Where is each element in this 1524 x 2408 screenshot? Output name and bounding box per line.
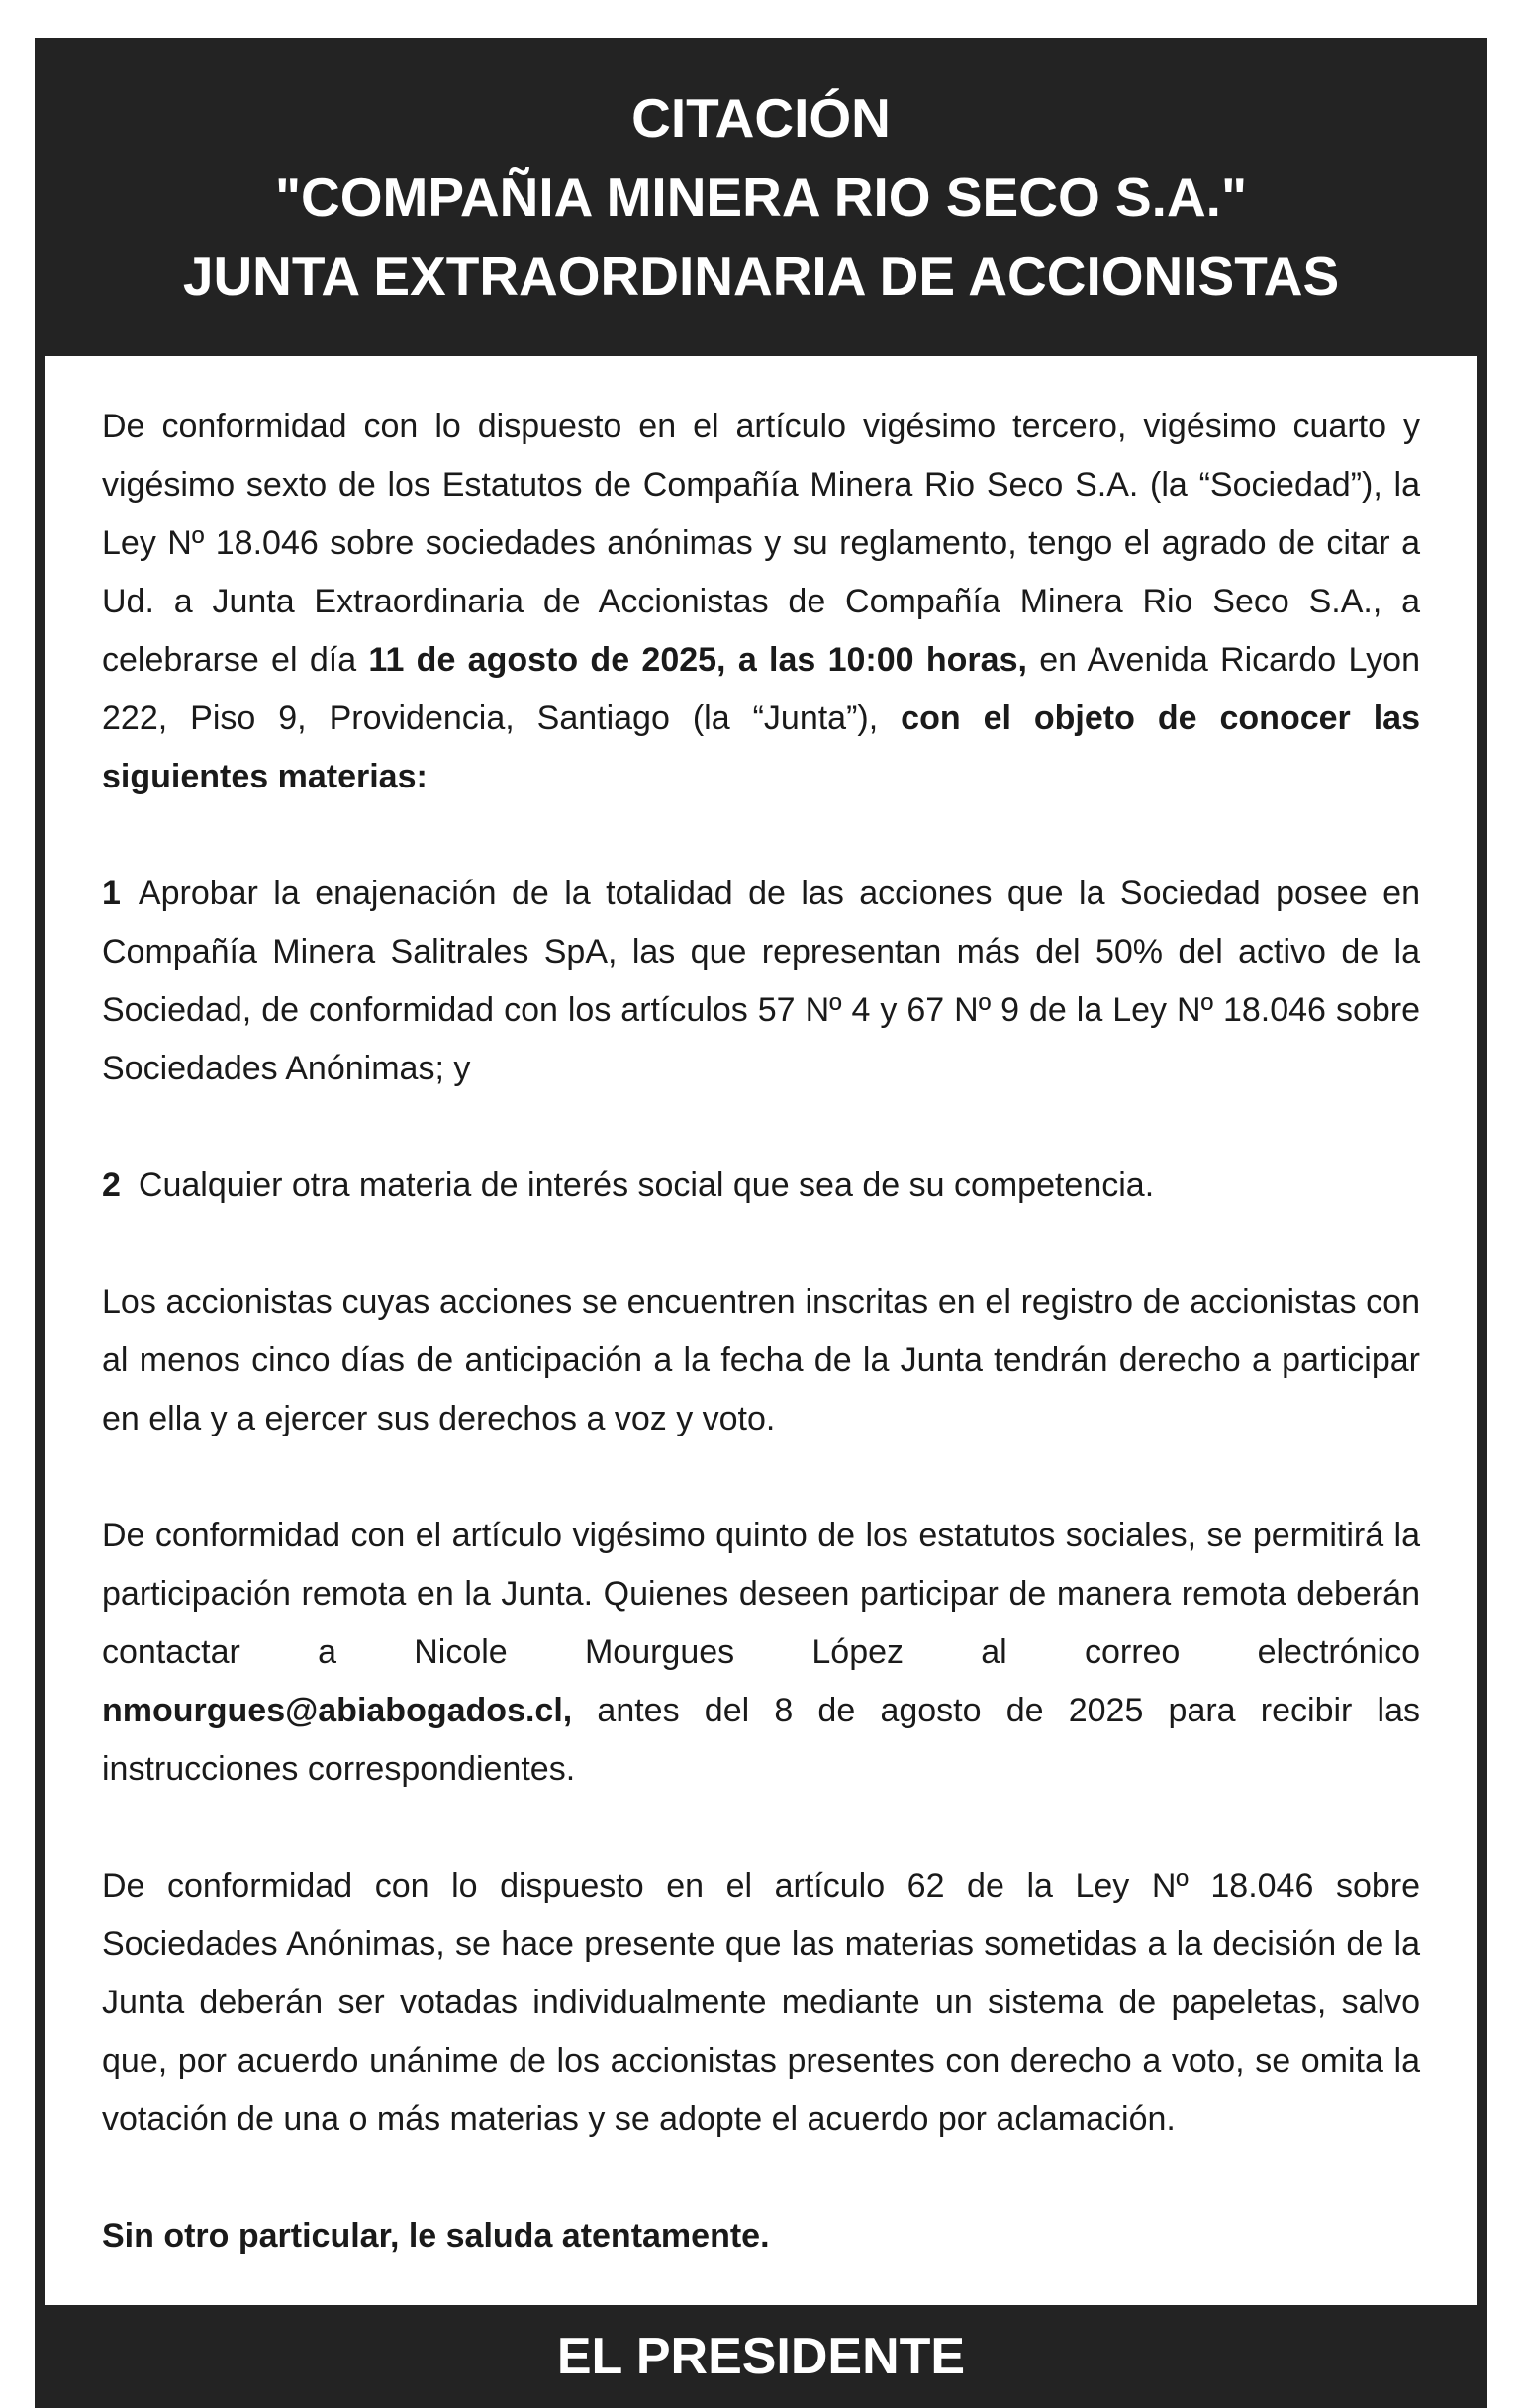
agenda-item-number: 2	[102, 1166, 121, 1204]
remote-participation-paragraph	[102, 1507, 1420, 1799]
intro-text-1: De conformidad con lo dispuesto en el artículo vigésimo tercero, vigésimo cuarto y vigésimo sexto de los Estatutos de Compañía Minera Rio Seco S.A. (la “Sociedad”), la Ley Nº 18.046 sobre sociedades anónimas y su reglamento, tengo el agrado de citar a Ud. a Junta Extraordinaria de Accionistas de Compañía Minera Rio Seco S.A., a celebrarse el día	[102, 408, 1420, 679]
header-title: CITACIÓN	[631, 87, 891, 148]
header-meeting-type: JUNTA EXTRAORDINARIA DE ACCIONISTAS	[182, 245, 1340, 307]
voting-paragraph: De conformidad con lo dispuesto en el artículo 62 de la Ley Nº 18.046 sobre Sociedades Anónimas, se hace presente que las materias sometidas a la decisión de la Junta deberán ser votadas individualmente mediante un sistema de papeletas, salvo que, por acuerdo unánime de los accionistas presentes con derecho a voto, se omita la votación de una o más materias y se adopte el acuerdo por aclamación.	[102, 1867, 1420, 2138]
remote-text-1: De conformidad con el artículo vigésimo quinto de los estatutos sociales, se permitirá la participación remota en la Junta. Quienes deseen participar de manera remota deberán contactar a Nicole Mourgues López al correo electrónico	[102, 1517, 1420, 1671]
agenda-item-text: Cualquier otra materia de interés social que sea de su competencia.	[138, 1166, 1155, 1204]
intro-text-2: en Avenida Ricardo Lyon 222, Piso 9, Providencia, Santiago (la “Junta”),	[102, 641, 1420, 737]
legal-notice	[35, 38, 1487, 2408]
agenda-item	[102, 1157, 1420, 1215]
intro-paragraph	[102, 398, 1420, 806]
agenda-item	[102, 865, 1420, 1098]
intro-object: con el objeto de conocer las siguientes materias:	[102, 699, 1420, 795]
signature-footer: EL PRESIDENTE	[556, 2328, 966, 2385]
shareholders-paragraph: Los accionistas cuyas acciones se encuentren inscritas en el registro de accionistas con al menos cinco días de anticipación a la fecha de la Junta tendrán derecho a participar en ella y a ejercer sus derechos a voz y voto.	[102, 1283, 1420, 1437]
closing-line: Sin otro particular, le saluda atentamente.	[102, 2217, 770, 2255]
notice-header	[35, 38, 1487, 356]
contact-email[interactable]: nmourgues@abiabogados.cl,	[102, 1692, 573, 1729]
agenda-item-text: Aprobar la enajenación de la totalidad de las acciones que la Sociedad posee en Compañía Minera Salitrales SpA, las que representan más del 50% del activo de la Sociedad, de conformidad con los artículos 57 Nº 4 y 67 Nº 9 de la Ley Nº 18.046 sobre Sociedades Anónimas; y	[102, 875, 1420, 1087]
meeting-date: 11 de agosto de 2025, a las 10:00 horas,	[368, 641, 1027, 679]
remote-text-2: antes del 8 de agosto de 2025 para recibir las instrucciones correspondientes.	[102, 1692, 1420, 1788]
agenda-item-number: 1	[102, 875, 121, 912]
notice-body	[45, 356, 1477, 2305]
header-company-name: "COMPAÑIA MINERA RIO SECO S.A."	[274, 166, 1248, 228]
